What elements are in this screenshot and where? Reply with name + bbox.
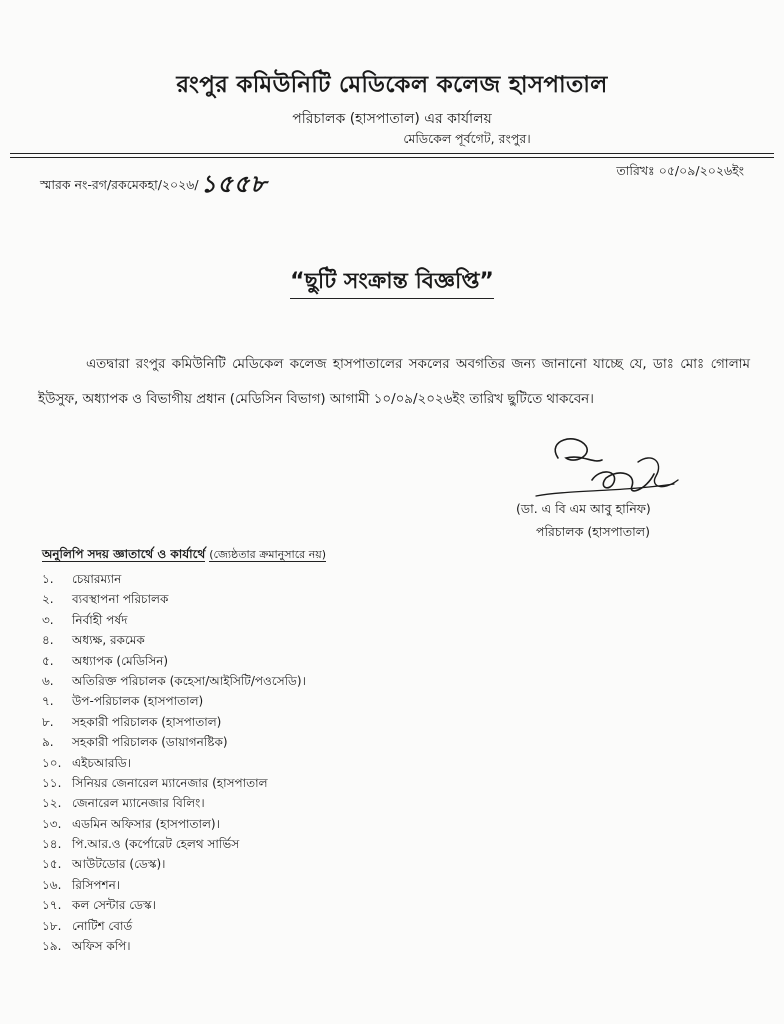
list-item-number: ৫. <box>42 653 54 668</box>
list-item-number: ১৫. <box>42 857 62 872</box>
list-item <box>42 732 306 752</box>
list-item-text: সহকারী পরিচালক (ডায়াগনষ্টিক) <box>72 735 228 750</box>
list-item <box>42 671 306 691</box>
list-item <box>42 916 306 936</box>
list-item-text: আউটডোর (ডেস্ক)। <box>72 857 166 872</box>
header-divider-secondary <box>10 157 774 158</box>
list-item-number: ১০. <box>42 755 62 770</box>
list-item-text: রিসিপশন। <box>72 877 121 892</box>
memo-handwritten-number: ১৫৫৮ <box>200 169 267 198</box>
memo-label: স্মারক নং-রগ/রকমেকহা/২০২৬/ <box>40 177 199 192</box>
list-item <box>42 875 306 895</box>
list-item <box>42 834 306 854</box>
cc-heading <box>42 546 326 566</box>
cc-list <box>42 569 306 956</box>
notice-body <box>38 347 750 417</box>
list-item <box>42 854 306 874</box>
issue-date: তারিখঃ ০৫/০৯/২০২৬ইং <box>616 163 744 178</box>
list-item-text: সহকারী পরিচালক (হাসপাতাল) <box>72 714 222 729</box>
list-item <box>42 814 306 834</box>
notice-title-text: “ছুটি সংক্রান্ত বিজ্ঞপ্তি” <box>290 269 494 299</box>
list-item-number: ২. <box>42 592 54 607</box>
office-address: মেডিকেল পূর্বগেট, রংপুর। <box>403 131 531 146</box>
list-item-number: ৯. <box>42 735 54 750</box>
list-item <box>42 936 306 956</box>
list-item-number: ১১. <box>42 775 62 790</box>
list-item-number: ৭. <box>42 694 54 709</box>
list-item <box>42 895 306 915</box>
header-divider <box>10 153 774 154</box>
list-item-number: ১৪. <box>42 837 62 852</box>
list-item <box>42 773 306 793</box>
signatory-designation: পরিচালক (হাসপাতাল) <box>536 524 650 539</box>
list-item <box>42 691 306 711</box>
list-item-number: ৪. <box>42 633 54 648</box>
list-item-number: ৩. <box>42 612 54 627</box>
list-item-text: উপ-পরিচালক (হাসপাতাল) <box>72 694 204 709</box>
list-item-text: ব্যবস্থাপনা পরিচালক <box>72 592 169 607</box>
list-item <box>42 712 306 732</box>
institution-title: রংপুর কমিউনিটি মেডিকেল কলেজ হাসপাতাল <box>176 72 608 98</box>
list-item <box>42 610 306 630</box>
list-item-number: ১২. <box>42 796 62 811</box>
list-item <box>42 651 306 671</box>
list-item <box>42 630 306 650</box>
list-item-number: ১৭. <box>42 898 62 913</box>
list-item <box>42 589 306 609</box>
list-item-number: ১৯. <box>42 939 62 954</box>
list-item-text: নোটিশ বোর্ড <box>72 918 133 933</box>
list-item-text: এইচআরডি। <box>72 755 132 770</box>
office-name: পরিচালক (হাসপাতাল) এর কার্যালয় <box>292 111 492 127</box>
list-item-number: ১৬. <box>42 877 62 892</box>
list-item-text: পি.আর.ও (কর্পোরেট হেলথ সার্ভিস <box>72 837 240 852</box>
notice-body-text: এতদ্বারা রংপুর কমিউনিটি মেডিকেল কলেজ হাসপাতালের সকলের অবগতির জন্য জানানো যাচ্ছে যে, ডাঃ মোঃ গোলাম ইউসুফ, অধ্যাপক ও বিভাগীয় প্রধান (মেডিসিন বিভাগ) আগামী ১০/০৯/২০২৬ইং তারিখ ছুটিতে থাকবেন। <box>38 357 750 407</box>
list-item-number: ১. <box>42 572 54 586</box>
notice-title <box>0 264 784 301</box>
list-item-text: এডমিন অফিসার (হাসপাতাল)। <box>72 816 220 831</box>
list-item-number: ৮. <box>42 714 54 729</box>
list-item-text: অধ্যাপক (মেডিসিন) <box>72 653 169 668</box>
list-item-number: ১৮. <box>42 918 62 933</box>
list-item-number: ৬. <box>42 673 54 688</box>
list-item-text: অফিস কপি। <box>72 939 131 954</box>
memo-number <box>40 163 267 203</box>
list-item <box>42 753 306 773</box>
list-item-text: নির্বাহী পর্ষদ <box>72 612 128 627</box>
list-item-text: অতিরিক্ত পরিচালক (কহেসা/আইসিটি/পওসেডি)। <box>72 673 306 688</box>
list-item-number: ১৩. <box>42 816 62 831</box>
cc-heading-note: (জ্যেষ্ঠতার ক্রমানুসারে নয়) <box>209 548 327 561</box>
list-item-text: চেয়ারম্যান <box>72 572 122 586</box>
list-item <box>42 569 306 589</box>
signatory-name: (ডা. এ বি এম আবু হানিফ) <box>516 501 651 516</box>
list-item-text: অধ্যক্ষ, রকমেক <box>72 633 145 648</box>
cc-heading-text: অনুলিপি সদয় জ্ঞাতার্থে ও কার্যার্থে <box>42 547 206 561</box>
list-item-text: সিনিয়র জেনারেল ম্যানেজার (হাসপাতাল <box>72 775 268 790</box>
list-item <box>42 793 306 813</box>
list-item-text: কল সেন্টার ডেস্ক। <box>72 898 156 913</box>
list-item-text: জেনারেল ম্যানেজার বিলিং। <box>72 796 205 811</box>
